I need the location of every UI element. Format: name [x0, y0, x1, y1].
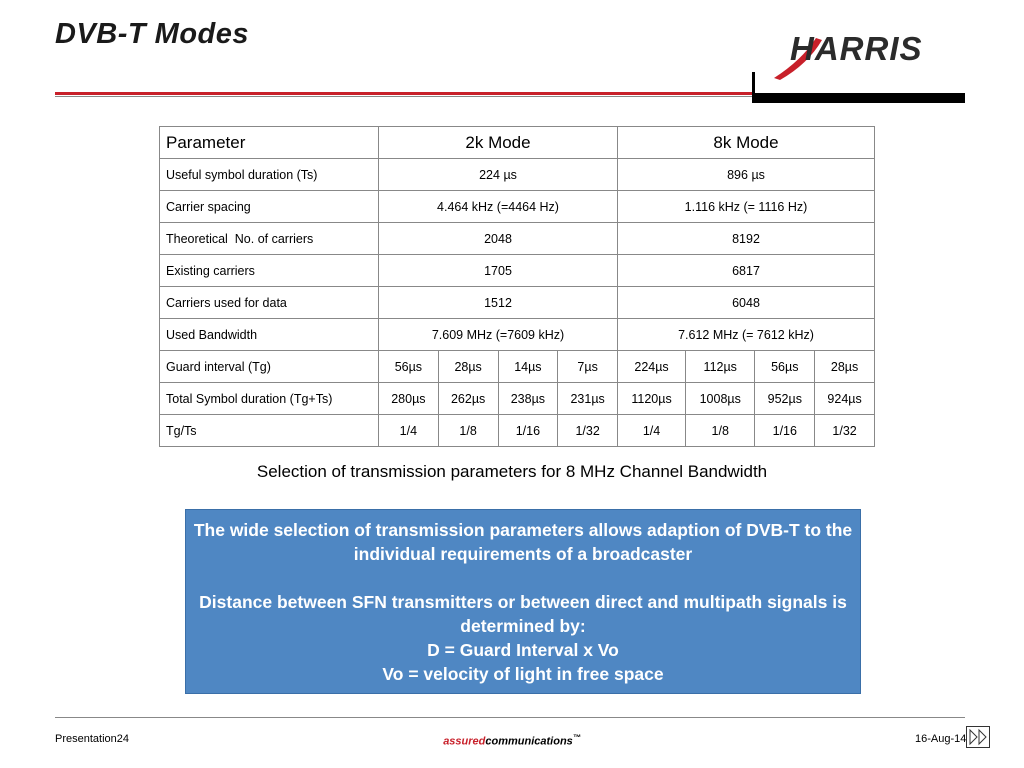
slide-nav-icon[interactable]: [966, 726, 990, 748]
cell-2k: 1512: [379, 287, 618, 319]
cell-value: 56µs: [755, 351, 815, 383]
footer-divider: [55, 717, 965, 718]
row-label: Theoretical No. of carriers: [160, 223, 379, 255]
cell-2k: 1705: [379, 255, 618, 287]
table-row: [160, 415, 875, 447]
footer-presentation-name: Presentation24: [55, 733, 129, 745]
cell-value: 262µs: [438, 383, 498, 415]
cell-2k: 224 µs: [379, 159, 618, 191]
cell-2k: 2048: [379, 223, 618, 255]
cell-2k: 7.609 MHz (=7609 kHz): [379, 319, 618, 351]
tagline-accent: assured: [443, 735, 486, 748]
logo-text: HARRIS: [790, 30, 923, 67]
cell-value: 1/16: [498, 415, 558, 447]
row-label: Carrier spacing: [160, 191, 379, 223]
cell-value: 1/32: [558, 415, 618, 447]
header-black-bar: [752, 93, 965, 103]
table-row: [160, 159, 875, 191]
row-label: Carriers used for data: [160, 287, 379, 319]
cell-8k: 7.612 MHz (= 7612 kHz): [618, 319, 875, 351]
row-label: Existing carriers: [160, 255, 379, 287]
table-row: [160, 191, 875, 223]
cell-value: 1/8: [686, 415, 755, 447]
cell-value: 1/16: [755, 415, 815, 447]
footer-tagline: [0, 733, 1024, 748]
row-label: Tg/Ts: [160, 415, 379, 447]
table-row: [160, 287, 875, 319]
table-row: [160, 351, 875, 383]
tagline-rest: communications: [485, 735, 573, 748]
cell-value: 28µs: [438, 351, 498, 383]
info-box: [185, 509, 861, 694]
cell-value: 224µs: [618, 351, 686, 383]
table-caption: Selection of transmission parameters for 8 MHz Channel Bandwidth: [256, 462, 768, 481]
cell-value: 1/4: [618, 415, 686, 447]
info-paragraph: The wide selection of transmission parameters allows adaption of DVB-T to the individual requirements of a broadcaster: [193, 520, 853, 564]
row-label: Total Symbol duration (Tg+Ts): [160, 383, 379, 415]
header-divider-shadow: [55, 96, 755, 97]
info-paragraph: Distance between SFN transmitters or between direct and multipath signals is determined by:: [199, 592, 847, 636]
cell-8k: 8192: [618, 223, 875, 255]
info-definition: Vo = velocity of light in free space: [382, 664, 664, 684]
cell-value: 14µs: [498, 351, 558, 383]
cell-value: 1/32: [815, 415, 875, 447]
row-label: Useful symbol duration (Ts): [160, 159, 379, 191]
cell-value: 231µs: [558, 383, 618, 415]
header-parameter: Parameter: [160, 127, 379, 159]
cell-value: 280µs: [379, 383, 439, 415]
cell-value: 1/4: [379, 415, 439, 447]
cell-8k: 1.116 kHz (= 1116 Hz): [618, 191, 875, 223]
cell-value: 1/8: [438, 415, 498, 447]
cell-value: 924µs: [815, 383, 875, 415]
cell-8k: 6048: [618, 287, 875, 319]
cell-value: 238µs: [498, 383, 558, 415]
table-row: [160, 319, 875, 351]
row-label: Guard interval (Tg): [160, 351, 379, 383]
cell-8k: 896 µs: [618, 159, 875, 191]
cell-value: 28µs: [815, 351, 875, 383]
cell-value: 1008µs: [686, 383, 755, 415]
table-row: [160, 255, 875, 287]
tagline-tm: ™: [572, 733, 581, 742]
cell-value: 952µs: [755, 383, 815, 415]
cell-value: 1120µs: [618, 383, 686, 415]
footer-date: 16-Aug-14: [915, 733, 967, 745]
slide-title: DVB-T Modes: [55, 18, 249, 50]
cell-value: 112µs: [686, 351, 755, 383]
table-row: [160, 223, 875, 255]
header-2k-mode: 2k Mode: [379, 127, 618, 159]
header-8k-mode: 8k Mode: [618, 127, 875, 159]
table-row: [160, 383, 875, 415]
cell-2k: 4.464 kHz (=4464 Hz): [379, 191, 618, 223]
table-header-row: [160, 127, 875, 159]
cell-value: 56µs: [379, 351, 439, 383]
cell-8k: 6817: [618, 255, 875, 287]
info-formula: D = Guard Interval x Vo: [427, 640, 619, 660]
parameters-table: [159, 126, 875, 447]
header-divider: [55, 92, 755, 95]
row-label: Used Bandwidth: [160, 319, 379, 351]
cell-value: 7µs: [558, 351, 618, 383]
